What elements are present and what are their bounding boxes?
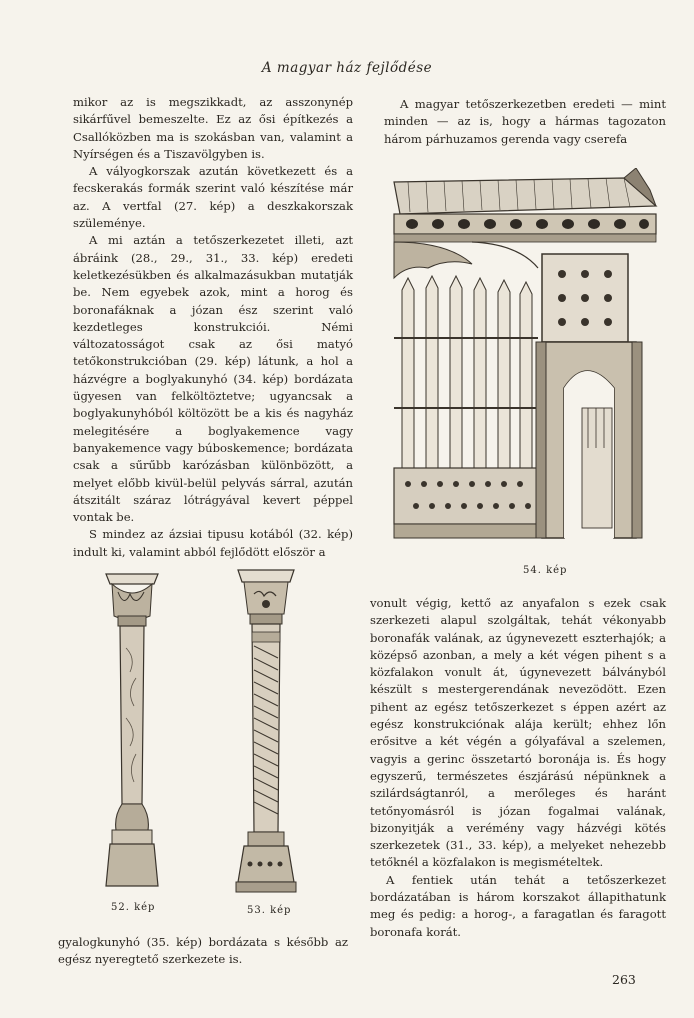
figure-54-carved-porch xyxy=(388,168,668,544)
left-column-top xyxy=(73,94,353,561)
paragraph: mikor az is megszikkadt, az asszonynép sikárfűvel bemeszelte. Ez az ősi építkezés a Csallóközben ma is szokásban van, valamint a Nyírségen és a Tiszavölgyben is. xyxy=(73,95,353,161)
figure-52-caption: 52. kép xyxy=(111,902,156,913)
left-column-bottom xyxy=(58,934,348,969)
figure-54-caption: 54. kép xyxy=(523,565,568,576)
carved-porch-illustration xyxy=(388,168,668,544)
page-number: 263 xyxy=(612,972,636,987)
figure-53-caption: 53. kép xyxy=(247,905,292,916)
figure-53-carved-column xyxy=(230,566,302,898)
right-column-bottom xyxy=(370,595,666,941)
running-title: A magyar ház fejlődése xyxy=(261,60,433,76)
carved-column-illustration xyxy=(230,566,302,898)
paragraph: gyalogkunyhó (35. kép) bordázata s később az egész nyeregtető szerkezete is. xyxy=(58,935,348,967)
paragraph: A fentiek után tehát a tetőszerkezet bordázatában is három korszakot állapithatunk meg és pedig: a horog-, a faragatlan és faragott boronafa korát. xyxy=(370,872,666,939)
paragraph: A magyar tetőszerkezetben eredeti — mint minden — az is, hogy a hármas tagozaton három párhuzamos gerenda vagy cserefa xyxy=(384,97,666,146)
paragraph: vonult végig, kettő az anyafalon s ezek csak szerkezeti alapul szolgáltak, tehát vékonyabb boronafák valának, az úgynevezett eszterhajók; a középső azonban, a mely a két végen pihent s a közfalakon vonult át, úgynevezett bálványból készült s mestergerendának nevezödött. Ezen pihent az egész tetőszerkezet s éppen azért az egész konstrukciónak alája került; ehhez lőn erősitve a két végén a gólyafával a szelemen, vagyis a gerinc összetartó boronája is. És hogy egyszerű, természetes észjárású népünknek a szilárdságtanról, a merőleges és haránt tetőnyomásról is józan fogalmai valának, bizonyitják a verémény vagy házvégi kötés szerkezetek (31., 33. kép), a melyeket nehezebb tetőknél a közfalakon is megismételtek. xyxy=(370,596,666,870)
carved-column-illustration xyxy=(100,568,164,894)
figure-52-carved-column xyxy=(100,568,164,894)
paragraph: A vályogkorszak azután következett és a fecskerakás formák szerint való készítése már az. A vertfal (27. kép) a deszkakorszak szüleménye. xyxy=(73,164,353,231)
paragraph: S mindez az ázsiai tipusu kotából (32. kép) indult ki, valamint abból fejlődött először a xyxy=(73,527,353,559)
paragraph: A mi aztán a tetőszerkezetet illeti, azt ábráink (28., 29., 31., 33. kép) eredeti keletkezésükben és alkalmazásukban mutatják be. Nem egyebek azok, mint a horog és boronafáknak a józan ész szerint való kezdetleges konstrukciói. Némi változatosságot csak az ősi matyó tetőkonstrukcióban (29. kép) látunk, a hol a házvégre a boglyakunyhó (34. kép) bordázata ügyesen van felköltöztetve; ugyancsak a boglyakunyhóból költözött be a kis és nagyház melegitésére a boglyakemence vagy banyakemence vagy búboskemence; bordázata csak a sűrűbb karózásban különbözött, a melyet előbb kivül-belül pelyvás sárral, azután átszitált száraz lótrágyával kevert péppel vontak be. xyxy=(73,233,353,525)
right-column-top xyxy=(384,96,666,148)
